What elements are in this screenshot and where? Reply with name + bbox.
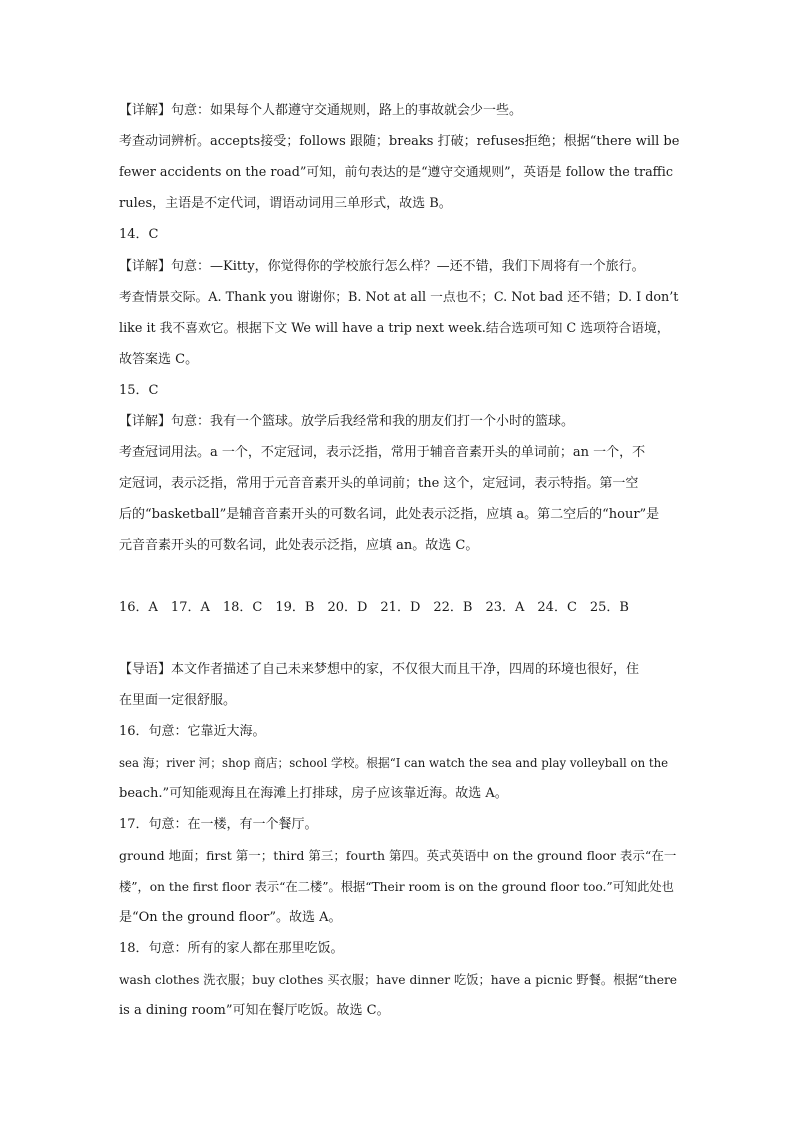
explanation-line: 元音音素开头的可数名词，此处表示泛指，应填 an。故选 C。 — [119, 538, 479, 553]
explanation-line: wash clothes 洗衣服；buy clothes 买衣服；have dinner 吃饭；have a picnic 野餐。根据“there — [119, 973, 678, 987]
explanation-line: 故答案选 C。 — [119, 352, 199, 367]
answer-15: 15．C — [119, 383, 159, 398]
explanation-line: sea 海；river 河；shop 商店；school 学校。根据“I can watch the sea and play volleyball on the — [119, 756, 669, 770]
explanation-line: 考查动词辨析。accepts接受；follows 跟随；breaks 打破；refuses拒绝；根据“there will be — [119, 134, 680, 149]
explanation-line: beach.”可知能观海且在海滩上打排球，房子应该靠近海。故选 A。 — [119, 786, 508, 801]
explanation-line: like it 我不喜欢它。根据下文 We will have a trip next week.结合选项可知 C 选项符合语境， — [119, 321, 670, 336]
question-17-meaning: 17．句意：在一楼，有一个餐厅。 — [119, 817, 318, 832]
detail-heading-13: 【详解】句意：如果每个人都遵守交通规则，路上的事故就会少一些。 — [119, 103, 523, 118]
answer-14: 14．C — [119, 227, 159, 242]
explanation-line: fewer accidents on the road”可知，前句表达的是“遵守交通规则”，英语是 follow the traffic — [119, 165, 673, 180]
explanation-line: is a dining room”可知在餐厅吃饭。故选 C。 — [119, 1003, 390, 1018]
detail-heading-14: 【详解】句意：—Kitty，你觉得你的学校旅行怎么样？—还不错，我们下周将有一个旅行。 — [119, 259, 645, 274]
explanation-line: ground 地面；first 第一；third 第三；fourth 第四。英式英语中 on the ground floor 表示“在一 — [119, 848, 677, 863]
guide-heading: 【导语】本文作者描述了自己未来梦想中的家，不仅很大而且干净，四周的环境也很好，住 — [119, 662, 640, 677]
explanation-line: 楼”，on the first floor 表示“在二楼”。根据“Their room is on the ground floor too.”可知此处也 — [119, 880, 674, 894]
question-16-meaning: 16．句意：它靠近大海。 — [119, 724, 266, 739]
explanation-line: 后的“basketball”是辅音音素开头的可数名词，此处表示泛指，应填 a。第二空后的“hour”是 — [119, 507, 660, 522]
question-18-meaning: 18．句意：所有的家人都在那里吃饭。 — [119, 941, 344, 956]
explanation-line: 考查情景交际。A. Thank you 谢谢你；B. Not at all 一点也不；C. Not bad 还不错；D. I don’t — [119, 290, 679, 305]
explanation-line: 是“On the ground floor”。故选 A。 — [119, 910, 342, 925]
explanation-line: 定冠词，表示泛指，常用于元音音素开头的单词前；the 这个，定冠词，表示特指。第一空 — [119, 476, 639, 491]
explanation-line: 在里面一定很舒服。 — [119, 693, 237, 708]
explanation-line: rules，主语是不定代词，谓语动词用三单形式，故选 B。 — [119, 196, 452, 211]
explanation-line: 考查冠词用法。a 一个，不定冠词，表示泛指，常用于辅音音素开头的单词前；an 一个，不 — [119, 445, 646, 460]
detail-heading-15: 【详解】句意：我有一个篮球。放学后我经常和我的朋友们打一个小时的篮球。 — [119, 414, 575, 429]
answer-key-16-25: 16．A 17．A 18．C 19．B 20．D 21．D 22．B 23．A 24．C 25．B — [119, 600, 629, 615]
